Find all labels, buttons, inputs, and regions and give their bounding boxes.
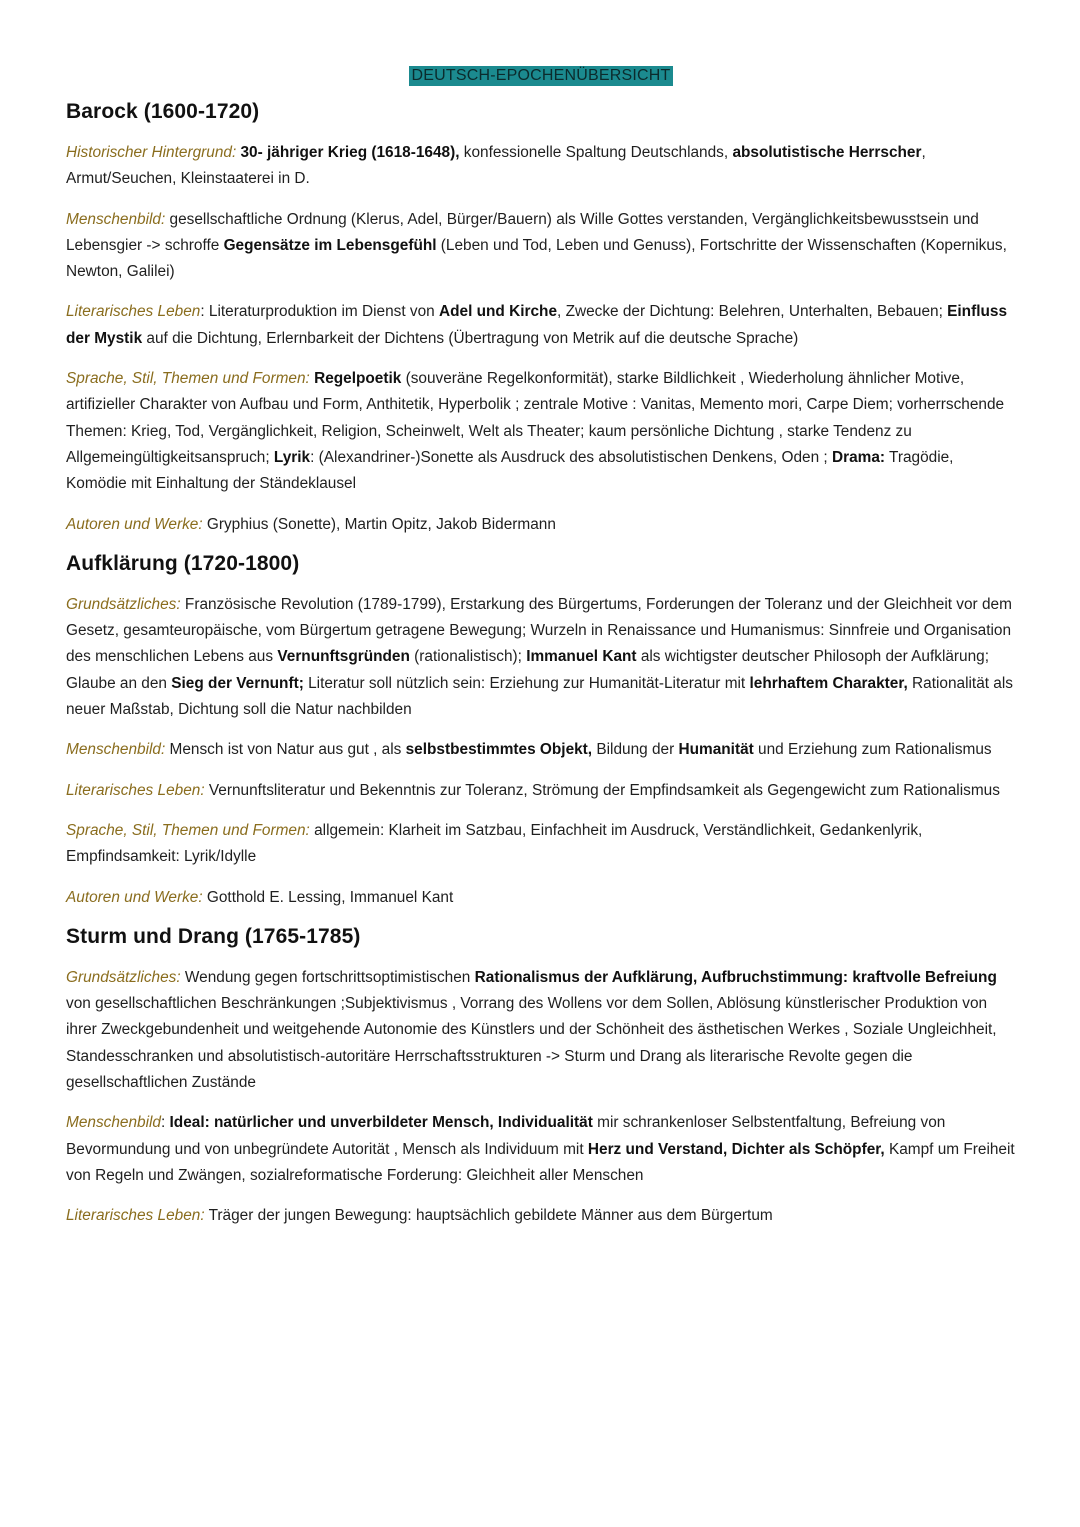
entry-text-bold: selbstbestimmtes Objekt, bbox=[405, 741, 593, 759]
entry-text-bold: Rationalismus der Aufklärung, Aufbruchstimmung: kraftvolle Befreiung bbox=[474, 968, 997, 986]
entry-label: Autoren und Werke: bbox=[66, 888, 203, 906]
entry-text: und Erziehung zum Rationalismus bbox=[753, 741, 992, 759]
epoch-section bbox=[66, 100, 1016, 538]
entry-text: Kampf um Freiheit von Regeln und Zwängen, sozialreformatische Forderung: Gleichheit aller Menschen bbox=[66, 1140, 1015, 1184]
entry-paragraph bbox=[66, 1110, 1016, 1189]
entry-text-bold: Vernunftsgründen bbox=[277, 648, 410, 666]
entry-text: Gotthold E. Lessing, Immanuel Kant bbox=[202, 888, 454, 906]
entry-text-bold: 30- jähriger Krieg (1618-1648), bbox=[240, 144, 460, 161]
entry-text: Träger der jungen Bewegung: hauptsächlich gebildete Männer aus dem Bürgertum bbox=[204, 1207, 773, 1225]
entry-text: Gryphius (Sonette), Martin Opitz, Jakob Bidermann bbox=[202, 515, 556, 533]
title-wrap bbox=[66, 66, 1016, 86]
entry-label: Historischer Hintergrund: bbox=[66, 144, 237, 161]
entry-text: allgemein: Klarheit im Satzbau, Einfachheit im Ausdruck, Verständlichkeit, Gedankenlyrik, Empfindsamkeit: Lyrik/Idylle bbox=[66, 821, 923, 866]
entry-label: Literarisches Leben bbox=[66, 303, 201, 321]
entry-text-bold: lehrhaftem Charakter, bbox=[749, 674, 908, 692]
entry-label: Sprache, Stil, Themen und Formen: bbox=[66, 370, 310, 388]
entry-text: Wendung gegen fortschrittsoptimistischen bbox=[180, 968, 475, 986]
entry-text-bold: Herz und Verstand, Dichter als Schöpfer, bbox=[587, 1140, 885, 1158]
entry-text-bold: Gegensätze im Lebensgefühl bbox=[223, 236, 437, 254]
entry-text: von gesellschaftlichen Beschränkungen ;Subjektivismus , Vorrang des Wollens vor dem Sollen, Ablösung künstlerischer Produktion von ihrer Zweckgebundenheit und weitgehende Autonomie des Künstlers und der Schönheit des ästhetischen Werkes , Soziale Ungleichheit, Standesschranken und absolutistisch-autoritäre Herrschaftsstrukturen -> Sturm und Drang als literarische Revolte gegen die gesellschaftlichen Zustände bbox=[66, 995, 997, 1092]
entry-text: gesellschaftliche Ordnung (Klerus, Adel, Bürger/Bauern) als Wille Gottes verstanden, Vergänglichkeitsbewusstsein und Lebensgier -> schroffe bbox=[66, 210, 979, 254]
entry-label: Autoren und Werke: bbox=[66, 515, 203, 533]
entry-paragraph bbox=[66, 778, 1016, 804]
entry-label: Grundsätzliches: bbox=[66, 968, 181, 986]
entry-paragraph bbox=[66, 592, 1016, 723]
entry-text-bold: Ideal: natürlicher und unverbildeter Mensch, Individualität bbox=[169, 1114, 593, 1132]
epoch-section bbox=[66, 552, 1016, 911]
entry-paragraph bbox=[66, 366, 1016, 497]
entry-text: (Leben und Tod, Leben und Genuss), Fortschritte der Wissenschaften (Kopernikus, Newton, Galilei) bbox=[66, 236, 1007, 281]
entry-paragraph bbox=[66, 818, 1016, 871]
entry-text: als wichtigster deutscher Philosoph der Aufklärung; Glaube an den bbox=[66, 648, 990, 692]
entry-text: (souveräne Regelkonformität), starke Bildlichkeit , Wiederholung ähnlicher Motive, artifizieller Charakter von Aufbau und Form, Anthitetik, Hyperbolik ; zentrale Motive : Vanitas, Memento mori, Carpe Diem; vorherrschende Themen: Krieg, Tod, Vergänglichkeit, Religion, Scheinwelt, Welt als Theater; kaum persönliche Dichtung , starke Tendenz zu Allgemeingültigkeitsanspruch; bbox=[66, 370, 1005, 466]
entry-label: Grundsätzliches: bbox=[66, 595, 181, 613]
entry-label: Sprache, Stil, Themen und Formen: bbox=[66, 821, 310, 839]
entry-text-bold: Einfluss der Mystik bbox=[66, 303, 1008, 347]
entry-text: konfessionelle Spaltung Deutschlands, bbox=[459, 144, 733, 161]
entry-text: Vernunftsliteratur und Bekenntnis zur Toleranz, Strömung der Empfindsamkeit als Gegengewicht zum Rationalismus bbox=[204, 781, 1000, 799]
entry-text: , Zwecke der Dichtung: Belehren, Unterhalten, Bebauen; bbox=[557, 303, 948, 321]
entry-label: Menschenbild: bbox=[66, 210, 166, 228]
entry-text: : (Alexandriner-)Sonette als Ausdruck des absolutistischen Denkens, Oden ; bbox=[310, 448, 832, 466]
entry-text-bold: Lyrik bbox=[273, 448, 311, 466]
epoch-section bbox=[66, 925, 1016, 1230]
sections-container bbox=[66, 100, 1016, 1230]
entry-label: Literarisches Leben: bbox=[66, 781, 205, 799]
entry-paragraph bbox=[66, 512, 1016, 538]
entry-text: , Armut/Seuchen, Kleinstaaterei in D. bbox=[66, 144, 926, 188]
entry-text: Französische Revolution (1789-1799), Erstarkung des Bürgertums, Forderungen der Toleranz und der Gleichheit vor dem Gesetz, gesamteuropäische, vom Bürgertum getragene Bewegung; Wurzeln in Renaissance und Humanismus: Sinnfreie und Organisation des menschlichen Lebens aus bbox=[66, 595, 1012, 666]
entry-text-bold: Humanität bbox=[678, 741, 754, 759]
entry-text: Literatur soll nützlich sein: Erziehung zur Humanität-Literatur mit bbox=[303, 674, 750, 692]
entry-paragraph bbox=[66, 207, 1016, 286]
entry-text: (rationalistisch); bbox=[409, 648, 527, 666]
entry-paragraph bbox=[66, 885, 1016, 911]
entry-text-bold: Drama: bbox=[831, 448, 886, 466]
entry-text-bold: Regelpoetik bbox=[314, 370, 402, 388]
entry-text-bold: Immanuel Kant bbox=[526, 648, 637, 666]
epoch-heading: Sturm und Drang (1765-1785) bbox=[66, 924, 361, 948]
entry-label: Menschenbild bbox=[66, 1114, 161, 1132]
entry-paragraph bbox=[66, 1203, 1016, 1229]
entry-text-bold: Sieg der Vernunft; bbox=[171, 674, 304, 692]
entry-text: Tragödie, Komödie mit Einhaltung der Ständeklausel bbox=[66, 448, 954, 493]
epoch-heading: Aufklärung (1720-1800) bbox=[66, 551, 300, 575]
document-title: DEUTSCH-EPOCHENÜBERSICHT bbox=[411, 67, 671, 84]
entry-paragraph bbox=[66, 737, 1016, 763]
entry-text: Mensch ist von Natur aus gut , als bbox=[165, 741, 406, 759]
entry-text: Rationalität als neuer Maßstab, Dichtung soll die Natur nachbilden bbox=[66, 674, 1013, 719]
entry-text-bold: Adel und Kirche bbox=[439, 303, 558, 321]
epoch-heading: Barock (1600-1720) bbox=[66, 100, 260, 123]
entry-text: mir schrankenloser Selbstentfaltung, Befreiung von Bevormundung und von unbegründete Autorität , Mensch als Individuum mit bbox=[66, 1114, 946, 1158]
entry-text: : Literaturproduktion im Dienst von bbox=[200, 303, 439, 321]
entry-label: Menschenbild: bbox=[66, 741, 166, 759]
entry-text: Bildung der bbox=[592, 741, 679, 759]
entry-paragraph bbox=[66, 140, 1016, 193]
entry-text-bold: absolutistische Herrscher bbox=[732, 144, 922, 161]
entry-text: auf die Dichtung, Erlernbarkeit der Dichtens (Übertragung von Metrik auf die deutsche Sprache) bbox=[142, 329, 799, 347]
entry-paragraph bbox=[66, 965, 1016, 1096]
entry-label: Literarisches Leben: bbox=[66, 1207, 205, 1225]
entry-text: : bbox=[160, 1114, 170, 1132]
entry-paragraph bbox=[66, 299, 1016, 352]
